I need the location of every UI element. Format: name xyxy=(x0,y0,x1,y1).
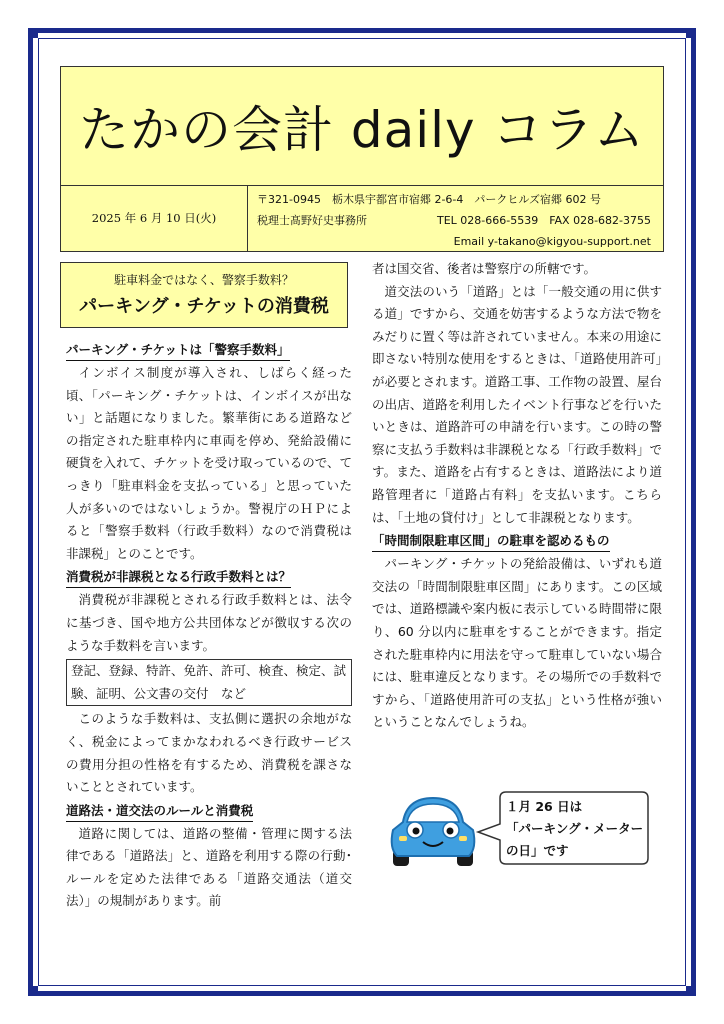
paragraph: インボイス制度が導入され、しばらく経った頃、「パーキング・チケットは、インボイスが出ない」と話題になりました。繁華街にある道路などの指定された駐車枠内に車両を停め、発給設備に硬貨を入れて、チケットを受け取っているので、てっきり「駐車料金を支払っている」と思っていた人が多いのではないしょうか。警視庁のＨＰによると「警察手数料（行政手数料）なので消費税は非課税」とのことです。 xyxy=(66,365,352,561)
feature-heading xyxy=(60,262,348,328)
paragraph: 消費税が非課税とされる行政手数料とは、法令に基づき、国や地方公共団体などが徴収する次のような手数料を言います。 xyxy=(66,592,352,653)
feature-title: パーキング・チケットの消費税 xyxy=(79,296,329,317)
section-heading: 道路法・道交法のルールと消費税 xyxy=(66,801,253,822)
masthead xyxy=(60,66,664,252)
section-heading: パーキング・チケットは「警察手数料」 xyxy=(66,340,290,361)
car-illustration xyxy=(385,792,481,870)
section-heading: 「時間制限駐車区間」の駐車を認めるもの xyxy=(372,531,610,552)
frame-corner xyxy=(686,28,696,38)
issue-date: 2025 年 6 月 10 日(火) xyxy=(61,185,248,251)
callout-line: 「パーキング・メーター xyxy=(506,821,644,836)
article-right-column xyxy=(372,258,662,734)
callout-line: の日」です xyxy=(506,843,569,858)
office-address: 〒321-0945 栃木県宇都宮市宿郷 2-6-4 パークヒルズ宿郷 602 号 xyxy=(257,193,602,206)
office-name: 税理士髙野好史事務所 xyxy=(257,214,367,227)
office-email: Email y-takano@kigyou-support.net xyxy=(453,235,651,248)
frame-corner xyxy=(28,28,38,38)
callout-text xyxy=(506,796,646,862)
frame-corner xyxy=(28,986,38,996)
column-title: たかの会計 daily コラム xyxy=(61,67,663,186)
paragraph: 者は国交省、後者は警察庁の所轄です。 xyxy=(372,261,597,276)
section-heading: 消費税が非課税となる行政手数料とは？ xyxy=(66,567,291,588)
office-info xyxy=(257,189,657,252)
office-phone: TEL 028-666-5539 FAX 028-682-3755 xyxy=(437,214,652,227)
feature-subtitle: 駐車料金ではなく、警察手数料？ xyxy=(114,273,294,287)
callout-line: １月 26 日は xyxy=(506,799,583,814)
paragraph: 道路に関しては、道路の整備・管理に関する法律である「道路法」と、道路を利用する際の行動･ルールを定めた法律である「道路交通法（道交法）」の規制があります。前 xyxy=(66,825,352,909)
fee-examples-box: 登記、登録、特許、免許、許可、検査、検定、試験、証明、公文書の交付 など xyxy=(66,659,352,706)
paragraph: パーキング・チケットの発給設備は、いずれも道交法の「時間制限駐車区間」にあります。この区域では、道路標識や案内板に表示している時間帯に限り、60 分以内に駐車をすることができます。指定された駐車枠内に用法を守って駐車していない場合には、駐車違反となります。その場所での手数料ですから、「道路使用許可の支払」という性格が強いということなんでしょうね。 xyxy=(372,556,662,730)
paragraph: このような手数料は、支払側に選択の余地がなく、税金によってまかなわれるべき行政サービスの費用分担の性格を有するため、消費税を課さないこととされています。 xyxy=(66,711,352,795)
frame-corner xyxy=(686,986,696,996)
paragraph: 道交法のいう「道路」とは「一般交通の用に供する道」ですから、交通を妨害するような方法で物をみだりに置く等は許されていません。本来の用途に即さない特別な使用をするときは、「道路使用許可」が必要とされます。道路工事、工作物の設置、屋台の出店、道路を利用したイベント行事などを行いたいときは、道路許可の申請を行います。この時の警察に支払う手数料は非課税となる「行政手数料」です。また、道路を占有するときは、道路法により道路管理者に「道路占有料」を支払います。こちらは、「土地の貸付け」として非課税となります。 xyxy=(372,283,662,525)
article-left-column xyxy=(66,338,352,913)
